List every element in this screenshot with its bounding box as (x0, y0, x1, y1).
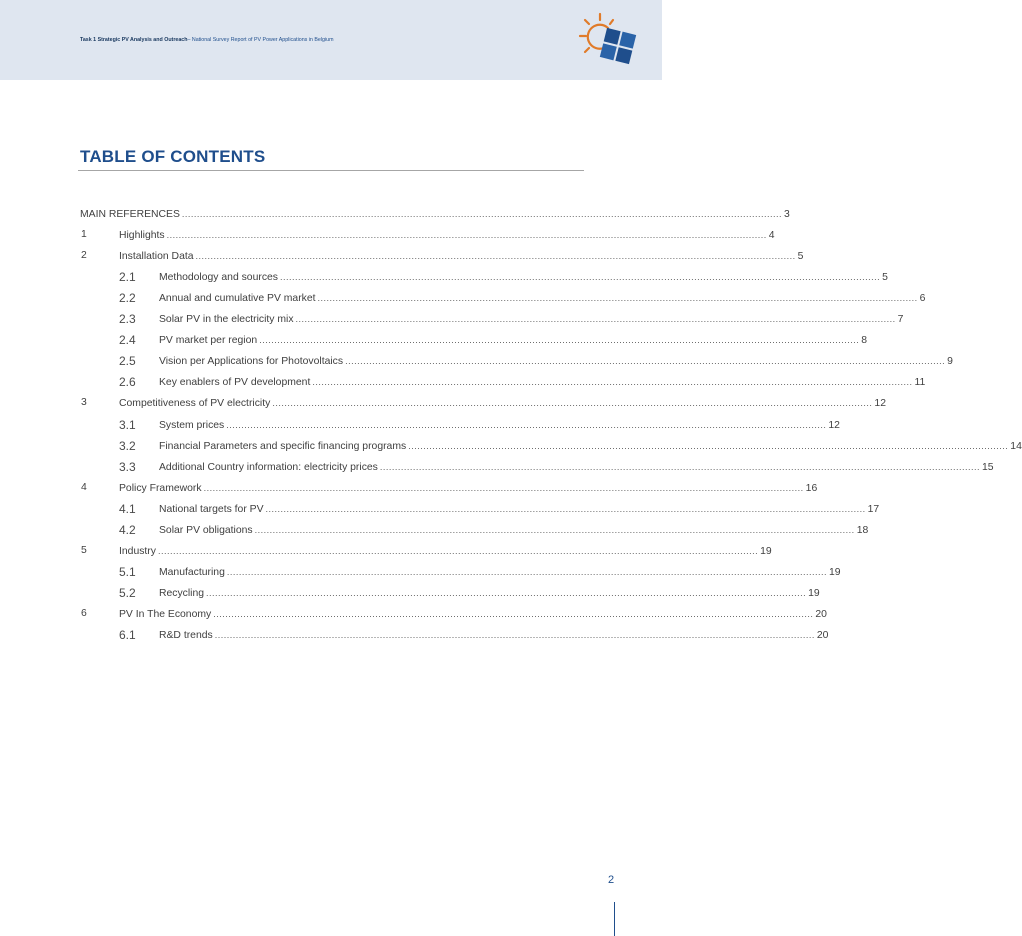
toc-entry-label: Financial Parameters and specific financing programs (159, 440, 407, 452)
toc-entry-label: Solar PV obligations (159, 524, 253, 536)
toc-entry-label: PV market per region (159, 335, 258, 347)
footer-divider (614, 902, 615, 936)
toc-entry-number: 2.3 (119, 312, 136, 327)
toc-entry-page: 15 (981, 461, 994, 473)
toc-entry-number: 2.2 (119, 291, 136, 306)
toc-dot-leader: ........................................................................................................................................................................................................ (166, 230, 767, 241)
toc-entry-label: Solar PV in the electricity mix (159, 314, 294, 326)
toc-entry-number: 3.1 (119, 417, 136, 432)
toc-entry[interactable] (119, 352, 953, 370)
title-divider (78, 170, 584, 171)
toc-dot-leader: ........................................................................................................................................................................................................ (214, 630, 815, 640)
toc-dot-leader: ........................................................................................................................................................................................................ (379, 461, 980, 472)
header-task-label: Task 1 Strategic PV Analysis and Outreach (80, 37, 188, 43)
toc-entry-page: 20 (816, 630, 829, 641)
toc-entry-number: 2.4 (119, 333, 136, 348)
toc-entry-page: 3 (784, 209, 790, 220)
toc-dot-leader: ........................................................................................................................................................................................................ (345, 356, 946, 367)
toc-entry-label: MAIN REFERENCES (80, 209, 180, 220)
toc-entry-label: Competitiveness of PV electricity (119, 398, 271, 410)
toc-dot-leader: ........................................................................................................................................................................................................ (206, 587, 807, 598)
toc-entry-page: 20 (815, 608, 827, 620)
toc-entry[interactable] (119, 289, 926, 307)
toc-entry-label: Industry (119, 545, 156, 557)
toc-entry[interactable] (119, 331, 868, 349)
toc-entry[interactable] (119, 584, 820, 602)
sun-and-solar-panel-logo-icon (578, 12, 638, 66)
toc-dot-leader: ........................................................................................................................................................................................................ (265, 503, 866, 514)
toc-dot-leader: ........................................................................................................................................................................................................ (181, 209, 782, 219)
toc-entry[interactable] (119, 268, 888, 286)
toc-entry-label: Policy Framework (119, 482, 202, 494)
toc-entry-page: 19 (828, 566, 841, 578)
toc-title: TABLE OF CONTENTS (80, 147, 266, 166)
toc-entry-label: Methodology and sources (159, 272, 278, 284)
toc-dot-leader: ........................................................................................................................................................................................................ (226, 419, 827, 430)
toc-entry-label: R&D trends (159, 630, 213, 641)
toc-entry-number: 4.1 (119, 501, 136, 516)
toc-entry-number: 3.3 (119, 459, 136, 474)
toc-entry-page: 19 (760, 545, 772, 557)
toc-entry-page: 18 (856, 524, 869, 536)
toc-entry-label: National targets for PV (159, 503, 264, 515)
toc-entry-page: 8 (861, 335, 868, 347)
toc-entry[interactable] (81, 226, 775, 244)
header-title (80, 37, 334, 43)
toc-entry-page: 7 (897, 314, 904, 326)
toc-entry[interactable] (81, 542, 772, 560)
toc-entry[interactable] (80, 205, 790, 223)
toc-entry-number: 6.1 (119, 628, 136, 642)
toc-entry-label: Annual and cumulative PV market (159, 293, 316, 305)
toc-entry[interactable] (119, 500, 880, 518)
toc-entry-label: Vision per Applications for Photovoltaics (159, 356, 344, 368)
toc-entry-number: 2 (81, 250, 87, 262)
toc-entry-label: PV In The Economy (119, 608, 212, 620)
toc-entry-label: Installation Data (119, 251, 194, 263)
toc-entry-number: 5 (81, 544, 87, 556)
toc-entry-page: 12 (828, 419, 840, 431)
toc-entry-page: 12 (874, 398, 886, 410)
toc-entry[interactable] (119, 563, 841, 581)
toc-dot-leader: ........................................................................................................................................................................................................ (317, 293, 918, 304)
toc-entry-number: 6 (81, 607, 87, 619)
toc-entry-number: 4.2 (119, 522, 136, 537)
toc-entry[interactable] (119, 521, 869, 539)
toc-entry-page: 17 (867, 503, 880, 515)
toc-entry-number: 2.6 (119, 375, 136, 390)
toc-dot-leader: ........................................................................................................................................................................................................ (280, 272, 881, 283)
toc-entry[interactable] (119, 373, 926, 391)
toc-entry-label: Manufacturing (159, 566, 225, 578)
toc-entry-page: 9 (947, 356, 953, 368)
toc-entry[interactable] (119, 416, 840, 434)
toc-entry-number: 5.2 (119, 585, 136, 600)
toc-dot-leader: ........................................................................................................................................................................................................ (226, 566, 827, 577)
toc-entry[interactable] (81, 479, 818, 497)
toc-dot-leader: ........................................................................................................................................................................................................ (259, 335, 860, 346)
toc-entry-page: 16 (805, 482, 818, 494)
toc-dot-leader: ........................................................................................................................................................................................................ (312, 377, 913, 388)
toc-entry-number: 3 (81, 397, 87, 409)
toc-dot-leader: ........................................................................................................................................................................................................ (272, 398, 873, 409)
toc-entry-number: 2.5 (119, 354, 136, 369)
toc-entry[interactable] (119, 458, 994, 476)
toc-entry-page: 6 (919, 293, 926, 305)
toc-dot-leader: ........................................................................................................................................................................................................ (213, 608, 814, 619)
toc-entry-number: 5.1 (119, 564, 136, 579)
toc-entry[interactable] (119, 437, 1022, 455)
toc-dot-leader: ........................................................................................................................................................................................................ (295, 314, 896, 325)
header-subtitle: – National Survey Report of PV Power Applications in Belgium (187, 37, 334, 43)
toc-entry-label: System prices (159, 419, 225, 431)
toc-entry-label: Highlights (119, 230, 165, 242)
toc-entry[interactable] (119, 626, 829, 644)
toc-entry-number: 1 (81, 229, 87, 241)
toc-entry-label: Key enablers of PV development (159, 377, 311, 389)
toc-entry-page: 19 (808, 587, 820, 599)
toc-entry-number: 4 (81, 481, 87, 493)
toc-entry-page: 5 (882, 272, 888, 284)
toc-entry-number: 2.1 (119, 270, 136, 285)
toc-dot-leader: ........................................................................................................................................................................................................ (408, 440, 1009, 451)
toc-entry-page: 4 (768, 230, 775, 242)
toc-entry-page: 5 (797, 251, 804, 263)
toc-entry-number: 3.2 (119, 438, 136, 453)
page-number: 2 (608, 874, 615, 886)
toc-entry-page: 11 (914, 377, 926, 389)
toc-dot-leader: ........................................................................................................................................................................................................ (157, 545, 759, 556)
toc-entry-label: Additional Country information: electricity prices (159, 461, 378, 473)
toc-dot-leader: ........................................................................................................................................................................................................ (254, 524, 855, 535)
toc-entry-label: Recycling (159, 587, 205, 599)
toc-entry[interactable] (119, 310, 904, 328)
toc-entry[interactable] (81, 247, 804, 265)
toc-entry-page: 14 (1010, 440, 1022, 452)
toc-dot-leader: ........................................................................................................................................................................................................ (195, 251, 796, 262)
page-header (0, 0, 662, 80)
toc-dot-leader: ........................................................................................................................................................................................................ (203, 482, 804, 493)
toc-entry[interactable] (81, 394, 886, 412)
toc-entry[interactable] (81, 605, 827, 623)
